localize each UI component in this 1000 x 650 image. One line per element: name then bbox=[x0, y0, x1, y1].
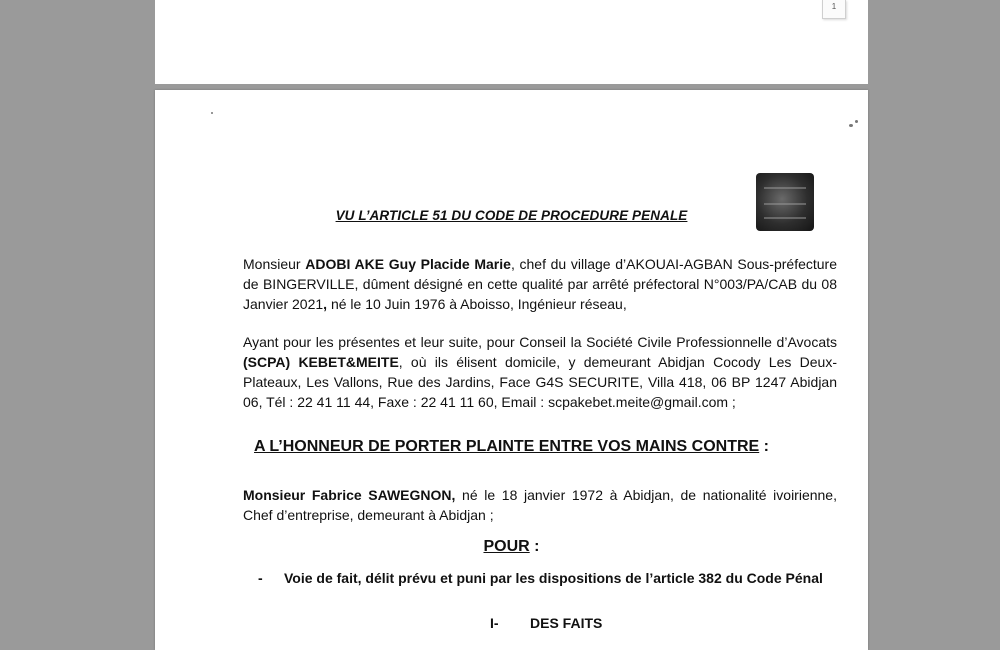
page-number-tab[interactable] bbox=[822, 0, 846, 19]
plaintiff-details: , chef du village d’AKOUAI-AGBAN Sous-préfecture de BINGERVILLE, dûment désigné en cette qualité par arrêté préfectoral N°003/PA/CAB du 08 Janvier 2021 bbox=[243, 256, 837, 312]
charge-list-item bbox=[258, 570, 823, 586]
counsel-firm: (SCPA) KEBET&MEITE bbox=[243, 354, 399, 370]
defendant-paragraph bbox=[243, 485, 837, 525]
page-number: 1 bbox=[831, 2, 837, 11]
complaint-heading-colon: : bbox=[759, 438, 769, 455]
section-number: I- bbox=[490, 615, 499, 631]
scan-speck bbox=[849, 124, 853, 127]
plaintiff-birth: né le 10 Juin 1976 à Aboisso, Ingénieur réseau, bbox=[327, 296, 627, 312]
pour-colon: : bbox=[529, 538, 540, 555]
plaintiff-paragraph bbox=[243, 254, 837, 314]
bullet-dash: - bbox=[258, 570, 263, 586]
section-title: DES FAITS bbox=[530, 615, 603, 631]
document-title: VU L’ARTICLE 51 DU CODE DE PROCEDURE PENALE bbox=[335, 208, 688, 223]
plaintiff-comma: , bbox=[323, 296, 328, 312]
plaintiff-name: ADOBI AKE Guy Placide Marie bbox=[305, 256, 511, 272]
complaint-heading-text: A L’HONNEUR DE PORTER PLAINTE ENTRE VOS MAINS CONTRE bbox=[254, 438, 760, 455]
charge-text: Voie de fait, délit prévu et puni par les dispositions de l’article 382 du Code Pénal bbox=[284, 570, 823, 586]
scan-speck bbox=[211, 112, 213, 114]
counsel-address: , où ils élisent domicile, y demeurant Abidjan Cocody Les Deux-Plateaux, Les Vallons, Rue des Jardins, Face G4S SECURITE, Villa 418, 06 BP 1247 Abidjan 06, Tél : 22 41 11 44, Faxe : 22 41 11 60, Email : scpakebet.meite@gmail.com ; bbox=[243, 354, 837, 410]
complaint-heading bbox=[155, 438, 868, 456]
pour-label: POUR bbox=[483, 538, 530, 555]
pour-heading bbox=[155, 538, 868, 556]
stamp-line bbox=[764, 203, 806, 205]
defendant-details: né le 18 janvier 1972 à Abidjan, de nationalité ivoirienne, Chef d’entreprise, demeurant à Abidjan ; bbox=[243, 487, 837, 523]
document-page bbox=[155, 90, 868, 650]
counsel-intro: Ayant pour les présentes et leur suite, pour Conseil la Société Civile Professionnelle d’Avocats bbox=[243, 334, 837, 350]
plaintiff-prefix: Monsieur bbox=[243, 256, 306, 272]
scan-speck bbox=[855, 120, 858, 123]
defendant-name: Monsieur Fabrice SAWEGNON, bbox=[243, 487, 456, 503]
stamp-line bbox=[764, 187, 806, 189]
section-heading bbox=[490, 615, 602, 631]
counsel-paragraph bbox=[243, 332, 837, 412]
previous-page bbox=[155, 0, 868, 84]
